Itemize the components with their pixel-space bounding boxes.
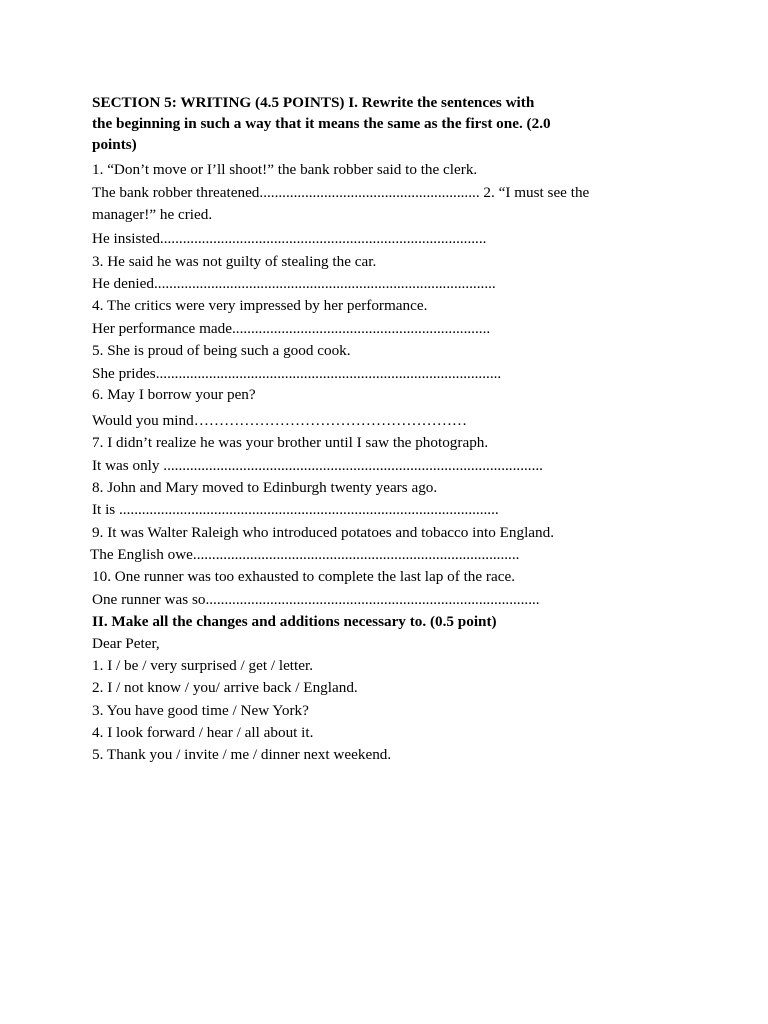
question-8: 8. John and Mary moved to Edinburgh twenty years ago. (92, 479, 438, 496)
list-item: 5. Thank you / invite / me / dinner next weekend. (92, 746, 392, 763)
answer-2: He insisted...................................................................................... (92, 230, 487, 247)
question-1: 1. “Don’t move or I’ll shoot!” the bank robber said to the clerk. (92, 161, 478, 178)
answer-6: Would you mind……………………………………………… (92, 412, 468, 429)
answer-1-and-question-2: The bank robber threatened.......................................................... 2. “I must see the (92, 184, 590, 201)
section-heading-line-2: the beginning in such a way that it means the same as the first one. (2.0 (92, 115, 551, 132)
letter-greeting: Dear Peter, (92, 635, 160, 652)
answer-10: One runner was so........................................................................................ (92, 591, 540, 608)
question-7: 7. I didn’t realize he was your brother until I saw the photograph. (92, 434, 489, 451)
question-3: 3. He said he was not guilty of stealing the car. (92, 253, 377, 270)
list-item: 4. I look forward / hear / all about it. (92, 724, 314, 741)
list-item: 3. You have good time / New York? (92, 702, 309, 719)
list-item: 2. I / not know / you/ arrive back / England. (92, 679, 358, 696)
question-5: 5. She is proud of being such a good cook. (92, 342, 351, 359)
question-2-continued: manager!” he cried. (92, 206, 213, 223)
answer-5: She prides........................................................................................... (92, 365, 502, 382)
section-heading-line-3: points) (92, 136, 137, 153)
section-2-heading: II. Make all the changes and additions necessary to. (0.5 point) (92, 613, 497, 630)
answer-7: It was only .................................................................................................... (92, 457, 543, 474)
question-9: 9. It was Walter Raleigh who introduced potatoes and tobacco into England. (92, 524, 555, 541)
answer-8: It is .................................................................................................... (92, 501, 499, 518)
section-heading-line-1: SECTION 5: WRITING (4.5 POINTS) I. Rewrite the sentences with (92, 94, 535, 111)
answer-9: The English owe...................................................................................... (90, 546, 520, 563)
question-10: 10. One runner was too exhausted to complete the last lap of the race. (92, 568, 515, 585)
question-6: 6. May I borrow your pen? (92, 386, 256, 403)
list-item: 1. I / be / very surprised / get / letter. (92, 657, 314, 674)
question-4: 4. The critics were very impressed by her performance. (92, 297, 428, 314)
answer-4: Her performance made.................................................................... (92, 320, 491, 337)
answer-3: He denied.......................................................................................... (92, 275, 496, 292)
